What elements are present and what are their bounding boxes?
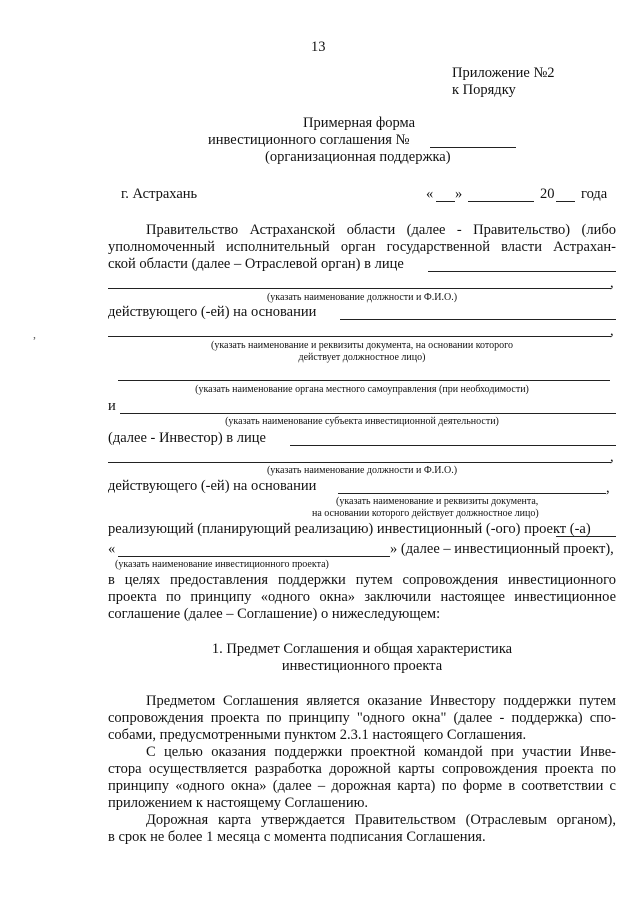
purpose-line-1: в целях предоставления поддержки путем сопровождения инвестиционного bbox=[108, 572, 616, 588]
date-day-blank bbox=[436, 201, 455, 202]
investor-representative-blank-2 bbox=[108, 462, 611, 463]
section-1-p1-line-3: собами, предусмотренными пунктом 2.3.1 настоящего Соглашения. bbox=[108, 727, 527, 743]
hint-position-name: (указать наименование должности и Ф.И.О.) bbox=[266, 292, 458, 303]
comma: , bbox=[610, 449, 614, 465]
date-year-label: года bbox=[581, 186, 608, 202]
date-year-blank bbox=[556, 201, 575, 202]
form-title-agreement: инвестиционного соглашения № bbox=[208, 132, 410, 148]
investor-in-person-label: (далее - Инвестор) в лице bbox=[108, 430, 266, 446]
hint-investor-position: (указать наименование должности и Ф.И.О.) bbox=[266, 465, 458, 476]
preamble-line-3: ской области (далее – Отраслевой орган) в лице bbox=[108, 256, 404, 272]
preamble-line-1: Правительство Астраханской области (далее - Правительство) (либо bbox=[146, 222, 616, 238]
representative-blank-2 bbox=[108, 288, 611, 289]
hint-investor-document: (указать наименование и реквизиты документа, bbox=[336, 496, 539, 507]
purpose-line-2: проекта по принципу «одного окна» заключили настоящее инвестиционное bbox=[108, 589, 616, 605]
hint-investment-subject: (указать наименование субъекта инвестиционной деятельности) bbox=[225, 416, 499, 427]
appendix-title: Приложение №2 bbox=[452, 65, 555, 81]
section-1-p1-line-2: сопровождения проекта по принципу "одного окна" (далее - поддержка) спо- bbox=[108, 710, 616, 726]
project-open-quote: « bbox=[108, 541, 116, 557]
section-1-p1-line-1: Предметом Соглашения является оказание Инвестору поддержки путем bbox=[146, 693, 616, 709]
comma: , bbox=[610, 275, 614, 291]
hint-local-government: (указать наименование органа местного самоуправления (при необходимости) bbox=[195, 384, 529, 395]
date-close-quote: » bbox=[455, 186, 463, 202]
form-title: Примерная форма bbox=[303, 115, 416, 131]
date-open-quote: « bbox=[426, 186, 434, 202]
hint-document-details-cont: действует должностное лицо) bbox=[298, 352, 426, 363]
city: г. Астрахань bbox=[121, 186, 198, 202]
purpose-line-3: соглашение (далее – Соглашение) о нижеследующем: bbox=[108, 606, 441, 622]
section-1-p3-line-1: Дорожная карта утверждается Правительством (Отраслевым органом), bbox=[146, 812, 616, 828]
investor-acting-basis-blank bbox=[338, 493, 606, 494]
page-number: 13 bbox=[311, 39, 326, 55]
hint-project-name: (указать наименование инвестиционного проекта) bbox=[115, 559, 329, 570]
acting-basis-blank bbox=[340, 319, 616, 320]
section-1-p2-line-3: принципу «одного окна» (далее – дорожная карта) по форме в соответствии с bbox=[108, 778, 616, 794]
and-word: и bbox=[108, 398, 116, 414]
implementing-project-label: реализующий (планирующий реализацию) инвестиционный (-ого) проект (-а) bbox=[108, 521, 591, 537]
comma: , bbox=[606, 480, 610, 496]
investment-subject-blank bbox=[120, 413, 616, 414]
investor-acting-basis-label: действующего (-ей) на основании bbox=[108, 478, 317, 494]
comma: , bbox=[610, 323, 614, 339]
hint-document-details: (указать наименование и реквизиты документа, на основании которого bbox=[210, 340, 514, 351]
section-1-p2-line-1: С целью оказания поддержки проектной командой при участии Инве- bbox=[146, 744, 616, 760]
agreement-number-blank bbox=[430, 147, 516, 148]
project-form-blank bbox=[556, 536, 616, 537]
document-details-blank bbox=[108, 336, 611, 337]
section-1-heading: 1. Предмет Соглашения и общая характеристика bbox=[211, 641, 513, 657]
section-1-p3-line-2: в срок не более 1 месяца с момента подписания Соглашения. bbox=[108, 829, 486, 845]
hint-investor-document-cont: на основании которого действует должностное лицо) bbox=[312, 508, 539, 519]
section-1-p2-line-4: приложением к настоящему Соглашению. bbox=[108, 795, 369, 811]
appendix-reference: к Порядку bbox=[452, 82, 516, 98]
margin-mark: , bbox=[33, 327, 36, 341]
investor-representative-blank-1 bbox=[290, 445, 616, 446]
form-title-support: (организационная поддержка) bbox=[265, 149, 451, 165]
section-1-heading-cont: инвестиционного проекта bbox=[281, 658, 443, 674]
project-definition: » (далее – инвестиционный проект), bbox=[390, 541, 614, 557]
local-government-blank bbox=[118, 380, 610, 381]
section-1-p2-line-2: стора осуществляется разработка дорожной карты сопровождения проекта по bbox=[108, 761, 616, 777]
acting-basis-label: действующего (-ей) на основании bbox=[108, 304, 317, 320]
date-month-blank bbox=[468, 201, 534, 202]
preamble-line-2: уполномоченный исполнительный орган государственной власти Астрахан- bbox=[108, 239, 616, 255]
project-name-blank bbox=[118, 556, 390, 557]
date-year-prefix: 20 bbox=[540, 186, 555, 202]
representative-blank-1 bbox=[428, 271, 616, 272]
